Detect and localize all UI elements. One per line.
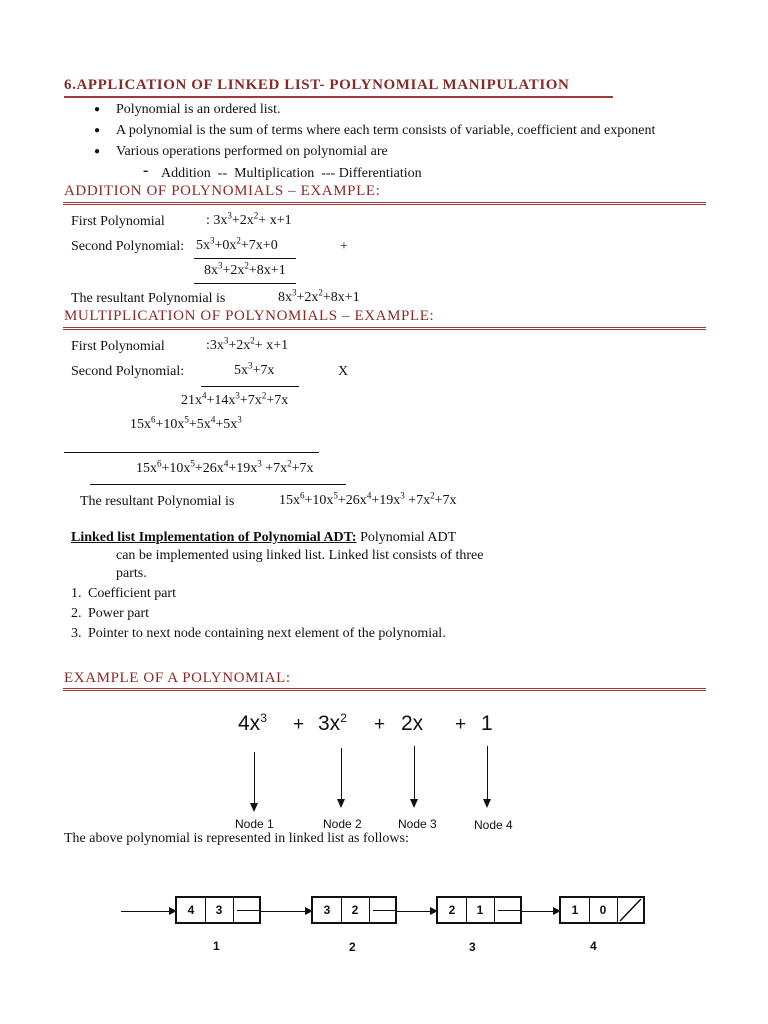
pointer-icon bbox=[498, 910, 520, 911]
power-cell: 0 bbox=[589, 898, 618, 922]
node-label: Node 3 bbox=[398, 817, 437, 831]
list-item: 1. Coefficient part bbox=[71, 586, 176, 601]
page-title: 6.APPLICATION OF LINKED LIST- POLYNOMIAL MANIPULATION bbox=[64, 77, 570, 93]
plus-sign: + bbox=[340, 239, 348, 254]
node-label: Node 4 bbox=[474, 818, 513, 832]
down-arrow-icon bbox=[254, 752, 255, 810]
example-heading: EXAMPLE OF A POLYNOMIAL: bbox=[64, 670, 291, 686]
term-4: 1 bbox=[481, 712, 493, 735]
add-result-poly: $8x^3+2x^2+8x+1$ bbox=[278, 287, 360, 305]
add-first-label: First Polynomial bbox=[71, 214, 165, 229]
down-arrow-icon bbox=[487, 746, 488, 806]
bullet-item: A polynomial is the sum of terms where each term consists of variable, coefficient and exponent bbox=[116, 123, 656, 138]
next-arrow-icon bbox=[261, 911, 311, 912]
section-rule bbox=[63, 202, 706, 205]
power-cell: 2 bbox=[341, 898, 370, 922]
list-node-last bbox=[559, 896, 645, 924]
next-arrow-icon bbox=[522, 911, 559, 912]
node-index: 1 bbox=[213, 939, 220, 953]
add-first-poly: : $3x^3+2x^2+ x+1$ bbox=[206, 210, 292, 228]
coefficient-cell: 1 bbox=[561, 898, 590, 922]
node-label: Node 2 bbox=[323, 817, 362, 831]
term-1: $4x^3$ bbox=[238, 711, 267, 735]
node-label: Node 1 bbox=[235, 817, 274, 831]
operations-list: Addition -- Multiplication --- Differentiation bbox=[161, 166, 422, 181]
mul-first-label: First Polynomial bbox=[71, 339, 165, 354]
adt-text: can be implemented using linked list. Linked list consists of three bbox=[116, 548, 484, 563]
node-index: 2 bbox=[349, 940, 356, 954]
add-second-label: Second Polynomial: bbox=[71, 239, 185, 254]
addition-heading: ADDITION OF POLYNOMIALS – EXAMPLE: bbox=[64, 183, 381, 199]
list-item: 3. Pointer to next node containing next element of the polynomial. bbox=[71, 626, 446, 641]
down-arrow-icon bbox=[414, 746, 415, 806]
add-result-label: The resultant Polynomial is bbox=[71, 291, 226, 306]
bullet-item: Polynomial is an ordered list. bbox=[116, 102, 281, 117]
add-second-poly: $5x^3+0x^2+7x+0$ bbox=[196, 235, 278, 253]
mul-partial-1: $21x^4+14x^3+7x^2+7x$ bbox=[181, 390, 289, 408]
term-2: $3x^2$ bbox=[318, 711, 347, 735]
down-arrow-icon bbox=[341, 748, 342, 806]
list-item: 2. Power part bbox=[71, 606, 150, 621]
add-sum: $8x^3+2x^2+8x+1$ bbox=[204, 260, 286, 278]
plus-sign: + bbox=[374, 714, 386, 735]
list-node bbox=[436, 896, 522, 924]
list-node bbox=[175, 896, 261, 924]
adt-text: parts. bbox=[116, 566, 147, 581]
power-cell: 1 bbox=[466, 898, 495, 922]
node-index: 4 bbox=[590, 939, 597, 953]
times-sign: X bbox=[338, 364, 349, 379]
mul-first-poly: $:3x^3+2x^2+ x+1$ bbox=[206, 335, 289, 353]
plus-sign: + bbox=[293, 714, 305, 735]
coefficient-cell: 3 bbox=[313, 898, 342, 922]
next-arrow-icon bbox=[397, 911, 436, 912]
mul-result-poly: $15x^6+10x^5+26x^4+19x^3 +7x^2+7x$ bbox=[279, 490, 457, 508]
adt-paragraph: Linked list Implementation of Polynomial ADT: Polynomial ADT bbox=[71, 530, 457, 545]
coefficient-cell: 2 bbox=[438, 898, 467, 922]
section-rule bbox=[63, 688, 706, 691]
mul-product: $15x^6+10x^5+26x^4+19x^3 +7x^2+7x$ bbox=[136, 458, 314, 476]
mul-result-label: The resultant Polynomial is bbox=[80, 494, 235, 509]
title-underline bbox=[64, 96, 613, 98]
term-3: 2x bbox=[401, 712, 424, 735]
list-node bbox=[311, 896, 397, 924]
mul-second-label: Second Polynomial: bbox=[71, 364, 185, 379]
caption: The above polynomial is represented in linked list as follows: bbox=[64, 831, 409, 846]
adt-heading: Linked list Implementation of Polynomial ADT: bbox=[71, 530, 357, 545]
power-cell: 3 bbox=[205, 898, 234, 922]
multiplication-heading: MULTIPLICATION OF POLYNOMIALS – EXAMPLE: bbox=[64, 308, 435, 324]
head-arrow-icon bbox=[121, 911, 175, 912]
bullet-item: Various operations performed on polynomial are bbox=[116, 144, 388, 159]
plus-sign: + bbox=[455, 714, 467, 735]
pointer-icon bbox=[237, 910, 259, 911]
mul-partial-2: $15x^6+10x^5+5x^4+5x^3$ bbox=[130, 414, 242, 432]
null-pointer-icon bbox=[618, 898, 643, 922]
section-rule bbox=[63, 327, 706, 330]
pointer-icon bbox=[373, 910, 395, 911]
mul-second-poly: $5x^3+7x$ bbox=[234, 360, 275, 378]
coefficient-cell: 4 bbox=[177, 898, 206, 922]
dash-marker: - bbox=[143, 162, 149, 179]
node-index: 3 bbox=[469, 940, 476, 954]
